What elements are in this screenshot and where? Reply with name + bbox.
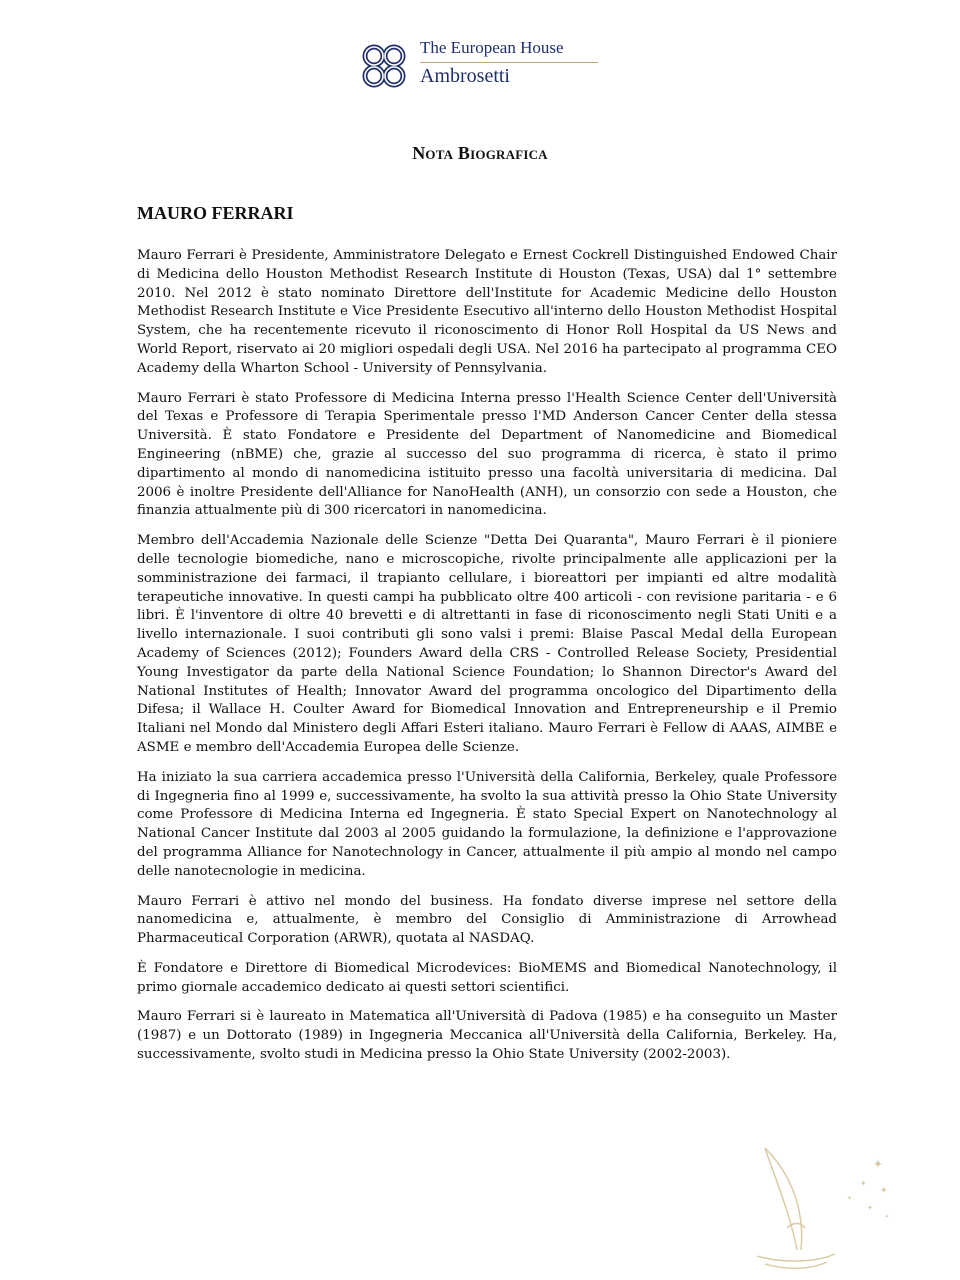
svg-text:✦: ✦ [847,1195,853,1202]
logo-text-line1: The European House [420,38,564,57]
svg-text:✦: ✦ [873,1157,884,1171]
sailboat-stars-icon [735,1138,895,1278]
biography-body [137,247,837,1076]
person-name: MAURO FERRARI [137,203,294,223]
bio-paragraph: Membro dell'Accademia Nazionale delle Scienze "Detta Dei Quaranta", Mauro Ferrari è il pioniere delle tecnologie biomediche, nano e microscopiche, rivolte principalmente alle applicazioni per la somministrazione dei farmaci, il trapianto cellulare, i bioreattori per impianti ed altre modalità terapeutiche innovative. In questi campi ha pubblicato oltre 400 articoli - con revisione paritaria - e 6 libri. È l'inventore di oltre 40 brevetti e di altrettanti in fase di riconoscimento negli Stati Uniti e a livello internazionale. I suoi contributi gli sono valsi i premi: Blaise Pascal Medal della European Academy of Sciences (2012); Founders Award della CRS - Controlled Release Society, Presidential Young Investigator da parte della National Science Foundation; lo Shannon Director's Award del National Institutes of Health; Innovator Award del programma oncologico del Dipartimento della Difesa; il Wallace H. Coulter Award for Biomedical Innovation and Entrepreneurship e il Premio Italiani nel Mondo dal Ministero degli Affari Esteri italiano. Mauro Ferrari è Fellow di AAAS, AIMBE e ASME e membro dell'Accademia Europea delle Scienze. [137,533,837,755]
bio-paragraph: Ha iniziato la sua carriera accademica presso l'Università della California, Berkeley, quale Professore di Ingegneria fino al 1999 e, successivamente, ha svolto la sua attività presso la Ohio State University come Professore di Medicina Interna ed Ingegneria. È stato Special Expert on Nanotechnology al National Cancer Institute dal 2003 al 2005 guidando la formulazione, la definizione e l'approvazione del programma Alliance for Nanotechnology in Cancer, attualmente il più ampio al mondo nel campo delle nanotecnologie in medicina. [137,769,837,879]
interlocking-rings-logo-icon [360,42,414,90]
svg-text:✦: ✦ [885,1214,890,1220]
bio-paragraph: Mauro Ferrari è Presidente, Amministratore Delegato e Ernest Cockrell Distinguished Endowed Chair di Medicina dello Houston Methodist Research Institute di Houston (Texas, USA) dal 1° settembre 2010. Nel 2012 è stato nominato Direttore dell'Institute for Academic Medicine dello Houston Methodist Research Institute e Vice Presidente Esecutivo all'interno dello Houston Methodist Hospital System, che ha recentemente ricevuto il riconoscimento di Honor Roll Hospital da US News and World Report, riservato ai 20 migliori ospedali degli USA. Nel 2016 ha partecipato al programma CEO Academy della Wharton School - University of Pennsylvania. [137,248,837,376]
logo-text-line2: Ambrosetti [420,65,510,87]
svg-text:✦: ✦ [880,1186,888,1196]
company-logo [360,36,610,96]
logo-divider [420,62,598,63]
document-title: Nota Biografica [412,143,548,163]
bio-paragraph: È Fondatore e Direttore di Biomedical Microdevices: BioMEMS and Biomedical Nanotechnology, il primo giornale accademico dedicato ai questi settori scientifici. [137,960,837,995]
bio-paragraph: Mauro Ferrari è stato Professore di Medicina Interna presso l'Health Science Center dell'Università del Texas e Professore di Terapia Sperimentale presso l'MD Anderson Cancer Center della stessa Università. È stato Fondatore e Presidente del Department of Nanomedicine and Biomedical Engineering (nBME) che, grazie al successo del suo programma di ricerca, è stato il primo dipartimento al mondo di nanomedicina istituito presso una facoltà universitaria di medicina. Dal 2006 è inoltre Presidente dell'Alliance for NanoHealth (ANH), un consorzio con sede a Houston, che finanzia attualmente più di 300 ricercatori in nanomedicina. [137,390,837,519]
svg-text:✦: ✦ [860,1179,867,1188]
svg-text:✦: ✦ [867,1204,873,1212]
bio-paragraph: Mauro Ferrari si è laureato in Matematica all'Università di Padova (1985) e ha conseguito un Master (1987) e un Dottorato (1989) in Ingegneria Meccanica all'Università della California, Berkeley. Ha, successivamente, svolto studi in Medicina presso la Ohio State University (2002-2003). [137,1009,837,1063]
bio-paragraph: Mauro Ferrari è attivo nel mondo del business. Ha fondato diverse imprese nel settore della nanomedicina e, attualmente, è membro del Consiglio di Amministrazione di Arrowhead Pharmaceutical Corporation (ARWR), quotata al NASDAQ. [137,893,837,947]
